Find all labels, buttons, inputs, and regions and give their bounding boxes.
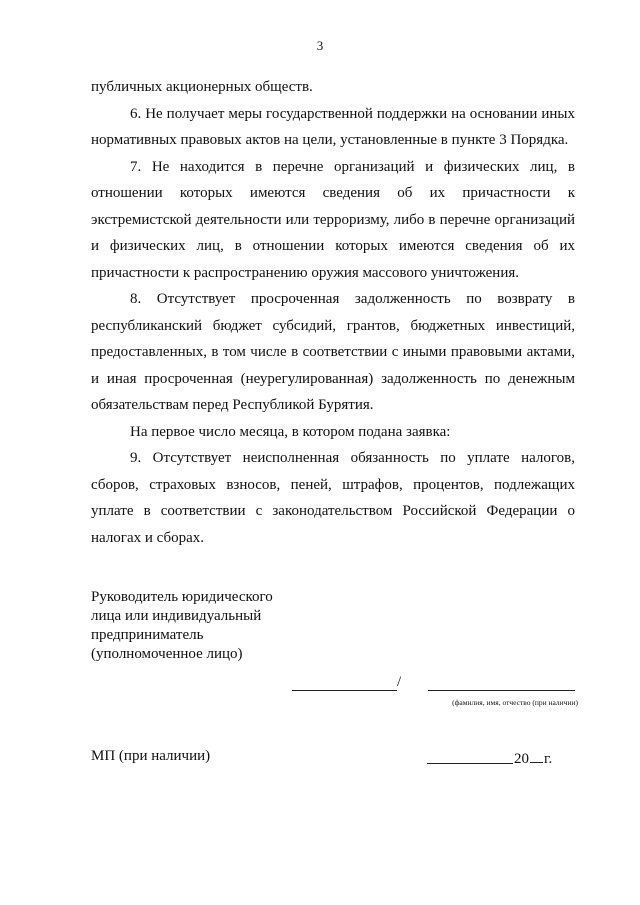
signature-line (292, 690, 397, 691)
paragraph-item-7: 7. Не находится в перечне организаций и физических лиц, в отношении которых имеются сведения об их причастности к экстремистской деятельности или терроризму, либо в перечне организаций и физических лиц, в отношении которых имеются сведения об их причастности к распространению оружия массового уничтожения. (91, 158, 575, 281)
signer-title-line: (уполномоченное лицо) (91, 646, 243, 662)
date-year-suffix: г. (544, 751, 553, 767)
paragraph-application-date-note: На первое число месяца, в котором подана заявка: (130, 423, 451, 440)
page-number: 3 (316, 38, 324, 53)
full-name-caption: (фамилия, имя, отчество (при наличии) (452, 698, 578, 707)
date-year-prefix: 20 (514, 751, 529, 767)
signer-title-line: Руководитель юридического (91, 589, 273, 605)
date-year (514, 748, 552, 768)
paragraph-item-8: 8. Отсутствует просроченная задолженность по возврату в республиканский бюджет субсидий, грантов, бюджетных инвестиций, предоставленных, в том числе в соответствии с иными правовыми актами, и иная просроченная (неурегулированная) задолженность по денежным обязательствам перед Республикой Бурятия. (91, 291, 575, 413)
paragraph-item-6: 6. Не получает меры государственной поддержки на основании иных нормативных правовых актов на цели, установленные в пункте 3 Порядка. (91, 105, 575, 148)
signature-separator: / (397, 674, 402, 690)
signer-title-block (91, 588, 351, 664)
document-body (91, 74, 575, 551)
full-name-line (428, 690, 575, 691)
date-line (427, 763, 513, 764)
signer-title-line: предприниматель (91, 627, 204, 643)
date-year-blank (530, 748, 543, 763)
paragraph-continuation: публичных акционерных обществ. (91, 79, 313, 95)
stamp-label: МП (при наличии) (91, 748, 211, 764)
signer-title-line: лица или индивидуальный (91, 608, 262, 624)
paragraph-item-9: 9. Отсутствует неисполненная обязанность по уплате налогов, сборов, страховых взносов, пеней, штрафов, процентов, подлежащих уплате в соответствии с законодательством Российской Федерации о налогах и сборах. (91, 450, 575, 546)
